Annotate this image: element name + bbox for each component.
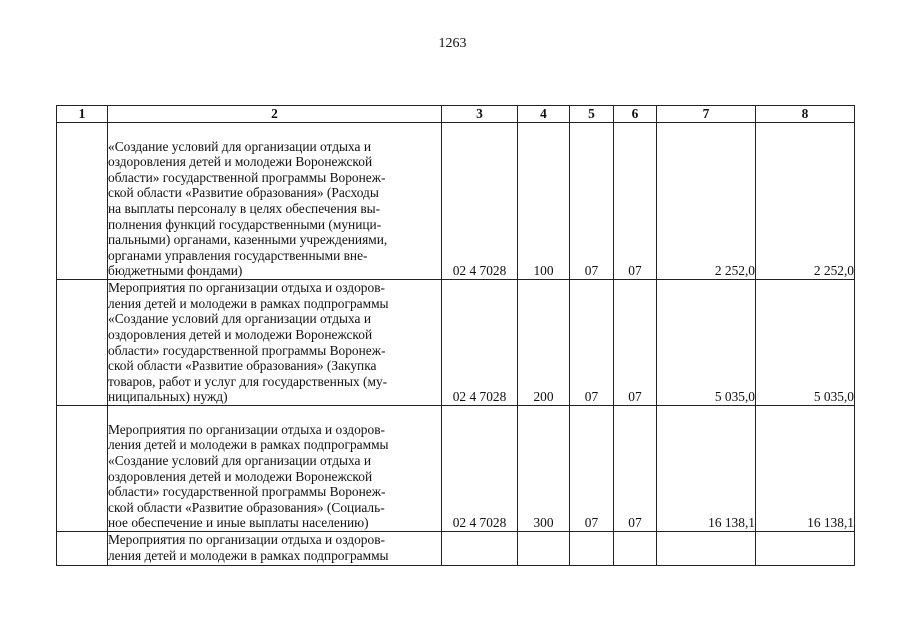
description-line: «Создание условий для организации отдыха и (108, 138, 371, 154)
amount-cell-7: 16 138,1 (657, 406, 756, 532)
target-code-cell: 02 4 7028 (442, 280, 518, 406)
header-cell-4: 4 (518, 106, 570, 123)
description-line: Мероприятия по организации отдыха и оздоров- (108, 532, 385, 547)
header-cell-8: 8 (756, 106, 855, 123)
description-cell (108, 406, 442, 532)
description-line: «Создание условий для организации отдыха и (108, 453, 371, 469)
description-line: органами управления государственными вне- (108, 247, 368, 263)
subsection-cell: 07 (614, 406, 657, 532)
description-line: «Создание условий для организации отдыха и (108, 311, 371, 327)
row-number-cell (57, 532, 108, 566)
subsection-cell: 07 (614, 280, 657, 406)
table-row (57, 123, 855, 280)
description-line: полнения функций государственными (муници- (108, 216, 382, 232)
target-code-cell: 02 4 7028 (442, 123, 518, 280)
description-line: области» государственной программы Воронеж- (108, 484, 386, 500)
description-line: ления детей и молодежи в рамках подпрограммы (108, 547, 389, 563)
section-cell: 07 (570, 123, 614, 280)
target-code-cell (442, 532, 518, 566)
expense-type-cell: 300 (518, 406, 570, 532)
description-line: оздоровления детей и молодежи Воронежской (108, 154, 373, 170)
description-line: области» государственной программы Воронеж- (108, 342, 386, 358)
header-cell-5: 5 (570, 106, 614, 123)
target-code-cell: 02 4 7028 (442, 406, 518, 532)
description-cell (108, 280, 442, 406)
description-line: оздоровления детей и молодежи Воронежской (108, 468, 373, 484)
description-line: ления детей и молодежи в рамках подпрограммы (108, 437, 389, 453)
subsection-cell (614, 532, 657, 566)
description-line: Мероприятия по организации отдыха и оздоров- (108, 421, 385, 437)
header-row (57, 106, 855, 123)
description-line: товаров, работ и услуг для государственных (му- (108, 373, 388, 389)
description-line: ления детей и молодежи в рамках подпрограммы (108, 295, 389, 311)
amount-cell-8: 2 252,0 (756, 123, 855, 280)
description-line: оздоровления детей и молодежи Воронежской (108, 327, 373, 343)
row-number-cell (57, 123, 108, 280)
description-line: на выплаты персоналу в целях обеспечения вы- (108, 201, 381, 217)
row-number-cell (57, 280, 108, 406)
amount-cell-8: 5 035,0 (756, 280, 855, 406)
expense-type-cell: 100 (518, 123, 570, 280)
header-cell-2: 2 (108, 106, 442, 123)
description-line: Мероприятия по организации отдыха и оздоров- (108, 280, 385, 296)
header-cell-7: 7 (657, 106, 756, 123)
row-number-cell (57, 406, 108, 532)
description-line: ное обеспечение и иные выплаты населению) (108, 515, 369, 531)
section-cell (570, 532, 614, 566)
subsection-cell: 07 (614, 123, 657, 280)
description-line: ниципальных) нужд) (108, 389, 228, 405)
amount-cell-7: 2 252,0 (657, 123, 756, 280)
amount-cell-8 (756, 532, 855, 566)
description-cell (108, 123, 442, 280)
section-cell: 07 (570, 406, 614, 532)
page-number: 1263 (438, 36, 467, 51)
table-row (57, 280, 855, 406)
expense-type-cell: 200 (518, 280, 570, 406)
description-cell (108, 532, 442, 566)
amount-cell-8: 16 138,1 (756, 406, 855, 532)
header-cell-1: 1 (57, 106, 108, 123)
description-line: ской области «Развитие образования» (Расходы (108, 185, 379, 201)
expense-type-cell (518, 532, 570, 566)
description-line: бюджетными фондами) (108, 263, 243, 279)
description-line: ской области «Развитие образования» (Закупка (108, 358, 377, 374)
table-row (57, 532, 855, 566)
table-row (57, 406, 855, 532)
budget-table (56, 105, 855, 566)
section-cell: 07 (570, 280, 614, 406)
description-line: области» государственной программы Воронеж- (108, 169, 386, 185)
description-line: ской области «Развитие образования» (Социаль- (108, 499, 385, 515)
description-line: пальными) органами, казенными учреждениями, (108, 232, 388, 248)
header-cell-3: 3 (442, 106, 518, 123)
amount-cell-7 (657, 532, 756, 566)
amount-cell-7: 5 035,0 (657, 280, 756, 406)
header-cell-6: 6 (614, 106, 657, 123)
